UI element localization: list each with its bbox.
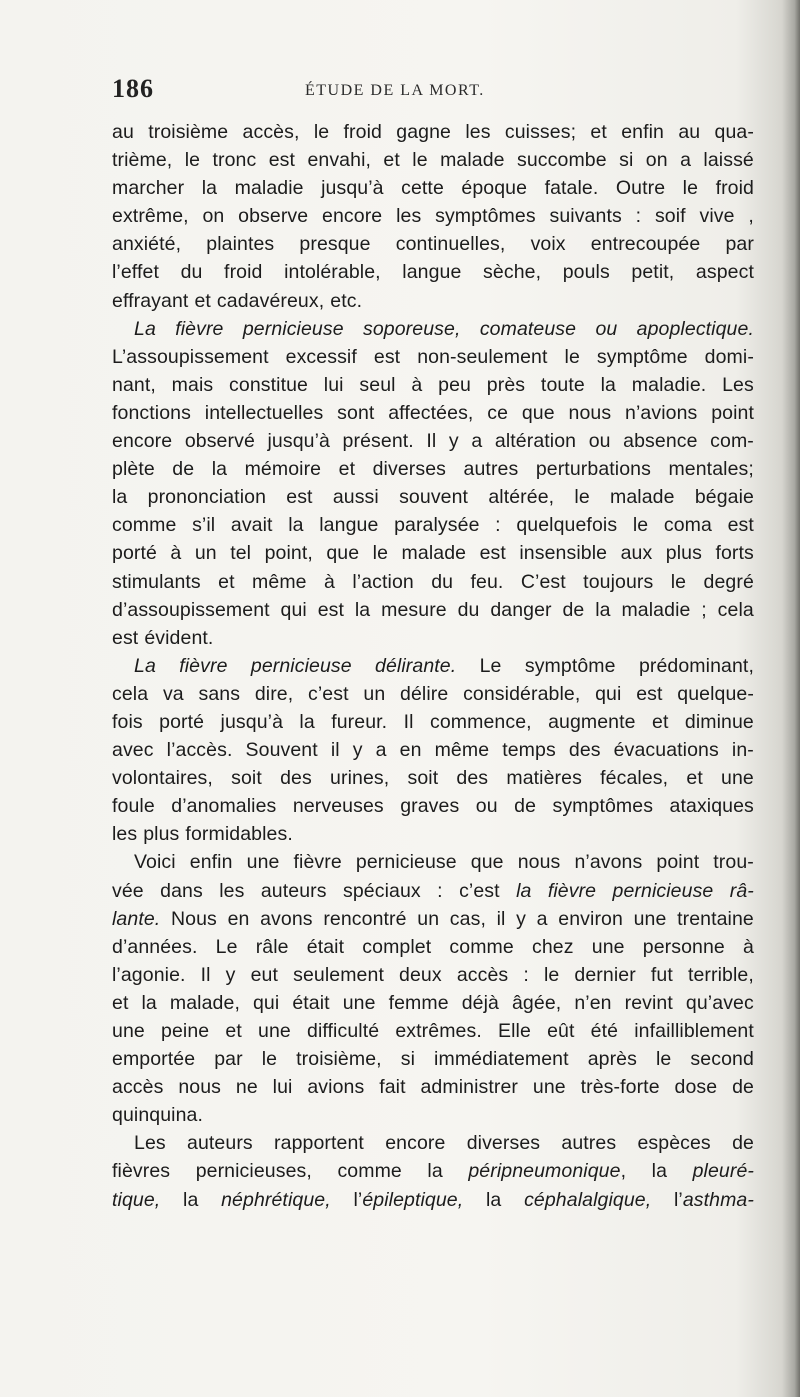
text-line: d’années. Le râle était complet comme chez une personne à <box>112 935 754 958</box>
text-line: nant, mais constitue lui seul à peu près toute la maladie. Les <box>112 373 754 396</box>
text-line: fois porté jusqu’à la fureur. Il commence, augmente et diminue <box>112 710 754 733</box>
text-line: La fièvre pernicieuse soporeuse, comateuse ou apoplectique. <box>134 317 754 340</box>
text-line: quinquina. <box>112 1104 203 1127</box>
text-line: vée dans les auteurs spéciaux : c’est la fièvre pernicieuse râ- <box>112 879 754 902</box>
text-line: comme s’il avait la langue paralysée : quelquefois le coma est <box>112 514 754 537</box>
text-line: et la malade, qui était une femme déjà âgée, n’en revint qu’avec <box>112 991 754 1014</box>
text-line: foule d’anomalies nerveuses graves ou de symptômes ataxiques <box>112 795 754 818</box>
text-line: emportée par le troisième, si immédiatement après le second <box>112 1048 754 1071</box>
text-line: d’assoupissement qui est la mesure du danger de la maladie ; cela <box>112 598 754 621</box>
text-line: l’effet du froid intolérable, langue sèche, pouls petit, aspect <box>112 261 754 284</box>
text-line: lante. Nous en avons rencontré un cas, il y a environ une trentaine <box>112 907 754 930</box>
text-line: est évident. <box>112 626 214 649</box>
text-line: fièvres pernicieuses, comme la péripneumonique, la pleuré- <box>112 1160 754 1183</box>
text-line: fonctions intellectuelles sont affectées, ce que nous n’avions point <box>112 401 754 424</box>
text-line: une peine et une difficulté extrêmes. Elle eût été infailliblement <box>112 1020 754 1042</box>
text-line: cela va sans dire, c’est un délire considérable, qui est quelque- <box>112 682 754 705</box>
text-line: accès nous ne lui avions fait administrer une très-forte dose de <box>112 1076 754 1099</box>
text-line: effrayant et cadavéreux, etc. <box>112 289 363 312</box>
text-line: encore observé jusqu’à présent. Il y a altération ou absence com- <box>112 430 754 453</box>
text-line: avec l’accès. Souvent il y a en même temps des évacuations in- <box>112 739 754 762</box>
text-line: les plus formidables. <box>112 823 293 846</box>
text-line: plète de la mémoire et diverses autres perturbations mentales; <box>112 458 754 481</box>
page-number: 186 <box>112 74 154 103</box>
text-line: l’agonie. Il y eut seulement deux accès : le dernier fut terrible, <box>112 963 754 986</box>
text-line: marcher la maladie jusqu’à cette époque fatale. Outre le froid <box>112 177 754 200</box>
text-line: La fièvre pernicieuse délirante. Le symptôme prédominant, <box>134 654 754 677</box>
page-header <box>112 74 752 108</box>
running-head: ÉTUDE DE LA MORT. <box>305 82 485 99</box>
text-line: L’assoupissement excessif est non-seulement le symptôme domi- <box>112 345 754 368</box>
page-edge-shadow <box>782 0 800 1397</box>
text-line: Voici enfin une fièvre pernicieuse que nous n’avons point trou- <box>134 851 754 874</box>
text-line: la prononciation est aussi souvent altérée, le malade bégaie <box>112 486 754 509</box>
text-line: anxiété, plaintes presque continuelles, voix entrecoupée par <box>112 233 754 256</box>
text-line: stimulants et même à l’action du feu. C’est toujours le degré <box>112 570 754 593</box>
text-line: extrême, on observe encore les symptômes suivants : soif vive , <box>112 205 754 228</box>
text-line: au troisième accès, le froid gagne les cuisses; et enfin au qua- <box>112 121 754 143</box>
body-text <box>112 118 754 1214</box>
text-line: trième, le tronc est envahi, et le malade succombe si on a laissé <box>112 149 754 172</box>
text-line: tique, la néphrétique, l’épileptique, la céphalalgique, l’asthma- <box>112 1188 754 1211</box>
text-line: volontaires, soit des urines, soit des matières fécales, et une <box>112 767 754 790</box>
text-line: Les auteurs rapportent encore diverses autres espèces de <box>134 1132 754 1155</box>
text-line: porté à un tel point, que le malade est insensible aux plus forts <box>112 542 754 565</box>
